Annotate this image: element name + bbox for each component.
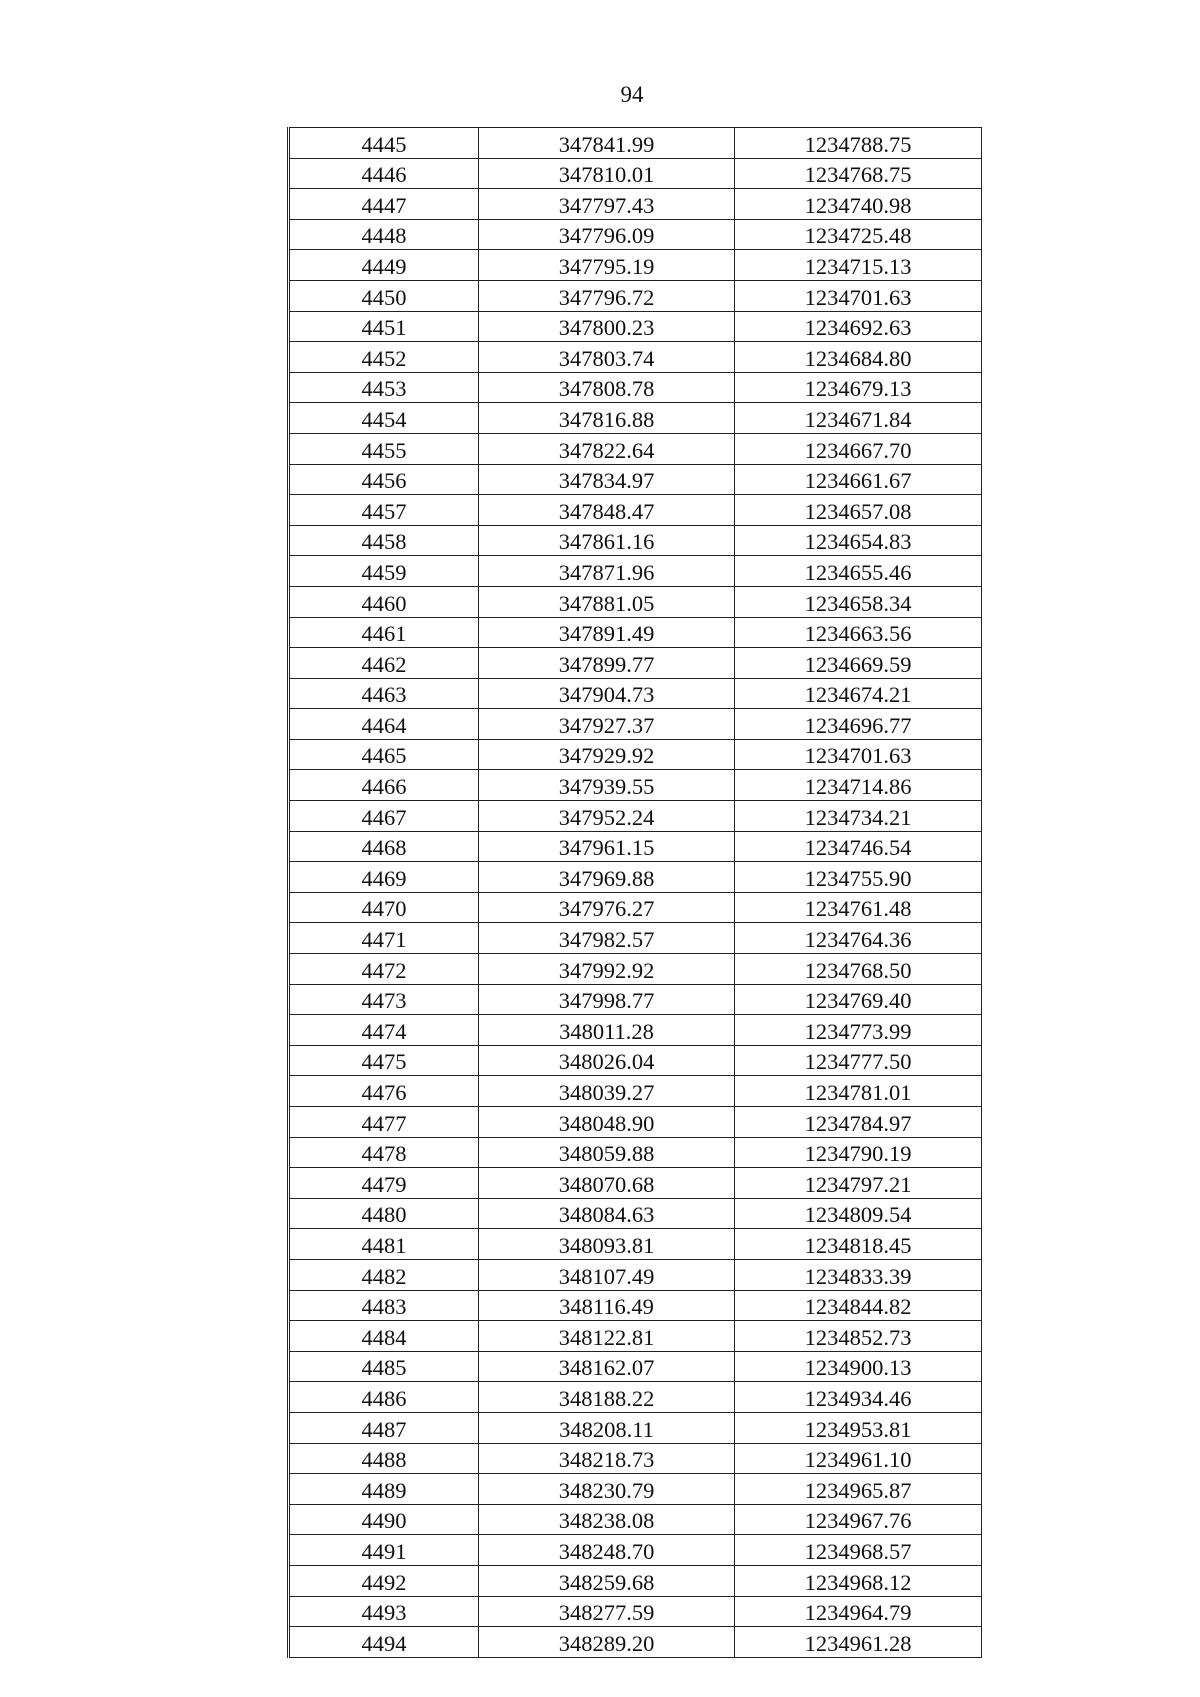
table-row <box>289 1565 982 1596</box>
x-coordinate-cell: 347992.92 <box>479 954 735 985</box>
point-number-cell: 4446 <box>289 158 479 189</box>
point-number-cell: 4460 <box>289 586 479 617</box>
y-coordinate-cell: 1234761.48 <box>735 892 982 923</box>
point-number-cell: 4472 <box>289 954 479 985</box>
table-row <box>289 1290 982 1321</box>
point-number-cell: 4490 <box>289 1504 479 1535</box>
point-number-cell: 4489 <box>289 1474 479 1505</box>
y-coordinate-cell: 1234777.50 <box>735 1045 982 1076</box>
table-row <box>289 586 982 617</box>
y-coordinate-cell: 1234755.90 <box>735 862 982 893</box>
y-coordinate-cell: 1234852.73 <box>735 1321 982 1352</box>
table-row <box>289 311 982 342</box>
y-coordinate-cell: 1234797.21 <box>735 1168 982 1199</box>
table-row <box>289 923 982 954</box>
table-row <box>289 372 982 403</box>
point-number-cell: 4454 <box>289 403 479 434</box>
point-number-cell: 4455 <box>289 433 479 464</box>
x-coordinate-cell: 347871.96 <box>479 556 735 587</box>
table-row <box>289 495 982 526</box>
point-number-cell: 4484 <box>289 1321 479 1352</box>
table-row <box>289 403 982 434</box>
y-coordinate-cell: 1234684.80 <box>735 342 982 373</box>
y-coordinate-cell: 1234953.81 <box>735 1412 982 1443</box>
y-coordinate-cell: 1234674.21 <box>735 678 982 709</box>
point-number-cell: 4470 <box>289 892 479 923</box>
point-number-cell: 4449 <box>289 250 479 281</box>
x-coordinate-cell: 347810.01 <box>479 158 735 189</box>
table-row <box>289 342 982 373</box>
x-coordinate-cell: 347976.27 <box>479 892 735 923</box>
point-number-cell: 4492 <box>289 1565 479 1596</box>
y-coordinate-cell: 1234818.45 <box>735 1229 982 1260</box>
y-coordinate-cell: 1234781.01 <box>735 1076 982 1107</box>
y-coordinate-cell: 1234658.34 <box>735 586 982 617</box>
x-coordinate-cell: 348026.04 <box>479 1045 735 1076</box>
coordinate-table <box>287 127 982 1658</box>
point-number-cell: 4450 <box>289 280 479 311</box>
x-coordinate-cell: 347800.23 <box>479 311 735 342</box>
x-coordinate-cell: 347927.37 <box>479 709 735 740</box>
y-coordinate-cell: 1234671.84 <box>735 403 982 434</box>
x-coordinate-cell: 347803.74 <box>479 342 735 373</box>
point-number-cell: 4462 <box>289 648 479 679</box>
y-coordinate-cell: 1234654.83 <box>735 525 982 556</box>
table-row <box>289 1137 982 1168</box>
y-coordinate-cell: 1234669.59 <box>735 648 982 679</box>
x-coordinate-cell: 348289.20 <box>479 1627 735 1658</box>
point-number-cell: 4481 <box>289 1229 479 1260</box>
table-row <box>289 617 982 648</box>
table-row <box>289 464 982 495</box>
point-number-cell: 4477 <box>289 1107 479 1138</box>
y-coordinate-cell: 1234968.57 <box>735 1535 982 1566</box>
point-number-cell: 4445 <box>289 128 479 159</box>
point-number-cell: 4467 <box>289 801 479 832</box>
y-coordinate-cell: 1234784.97 <box>735 1107 982 1138</box>
table-row <box>289 128 982 159</box>
x-coordinate-cell: 348048.90 <box>479 1107 735 1138</box>
y-coordinate-cell: 1234773.99 <box>735 1015 982 1046</box>
table-row <box>289 556 982 587</box>
x-coordinate-cell: 347795.19 <box>479 250 735 281</box>
x-coordinate-cell: 348277.59 <box>479 1596 735 1627</box>
y-coordinate-cell: 1234961.28 <box>735 1627 982 1658</box>
point-number-cell: 4471 <box>289 923 479 954</box>
x-coordinate-cell: 347982.57 <box>479 923 735 954</box>
y-coordinate-cell: 1234769.40 <box>735 984 982 1015</box>
table-row <box>289 525 982 556</box>
table-row <box>289 1168 982 1199</box>
table-row <box>289 1351 982 1382</box>
x-coordinate-cell: 348059.88 <box>479 1137 735 1168</box>
point-number-cell: 4475 <box>289 1045 479 1076</box>
x-coordinate-cell: 348116.49 <box>479 1290 735 1321</box>
table-row <box>289 648 982 679</box>
x-coordinate-cell: 348093.81 <box>479 1229 735 1260</box>
y-coordinate-cell: 1234809.54 <box>735 1198 982 1229</box>
point-number-cell: 4473 <box>289 984 479 1015</box>
point-number-cell: 4463 <box>289 678 479 709</box>
point-number-cell: 4451 <box>289 311 479 342</box>
x-coordinate-cell: 347861.16 <box>479 525 735 556</box>
x-coordinate-cell: 347822.64 <box>479 433 735 464</box>
coordinate-table-body <box>289 128 982 1658</box>
point-number-cell: 4458 <box>289 525 479 556</box>
table-row <box>289 1321 982 1352</box>
y-coordinate-cell: 1234667.70 <box>735 433 982 464</box>
x-coordinate-cell: 348238.08 <box>479 1504 735 1535</box>
x-coordinate-cell: 347797.43 <box>479 189 735 220</box>
y-coordinate-cell: 1234701.63 <box>735 280 982 311</box>
y-coordinate-cell: 1234696.77 <box>735 709 982 740</box>
point-number-cell: 4476 <box>289 1076 479 1107</box>
x-coordinate-cell: 348248.70 <box>479 1535 735 1566</box>
x-coordinate-cell: 348084.63 <box>479 1198 735 1229</box>
table-row <box>289 189 982 220</box>
y-coordinate-cell: 1234692.63 <box>735 311 982 342</box>
y-coordinate-cell: 1234661.67 <box>735 464 982 495</box>
x-coordinate-cell: 348218.73 <box>479 1443 735 1474</box>
table-row <box>289 1259 982 1290</box>
y-coordinate-cell: 1234768.50 <box>735 954 982 985</box>
table-row <box>289 1076 982 1107</box>
table-row <box>289 1198 982 1229</box>
x-coordinate-cell: 347891.49 <box>479 617 735 648</box>
y-coordinate-cell: 1234964.79 <box>735 1596 982 1627</box>
x-coordinate-cell: 347841.99 <box>479 128 735 159</box>
point-number-cell: 4474 <box>289 1015 479 1046</box>
table-row <box>289 250 982 281</box>
table-row <box>289 1443 982 1474</box>
point-number-cell: 4487 <box>289 1412 479 1443</box>
table-row <box>289 709 982 740</box>
point-number-cell: 4465 <box>289 739 479 770</box>
x-coordinate-cell: 347929.92 <box>479 739 735 770</box>
y-coordinate-cell: 1234900.13 <box>735 1351 982 1382</box>
point-number-cell: 4466 <box>289 770 479 801</box>
x-coordinate-cell: 347834.97 <box>479 464 735 495</box>
table-row <box>289 739 982 770</box>
y-coordinate-cell: 1234714.86 <box>735 770 982 801</box>
y-coordinate-cell: 1234764.36 <box>735 923 982 954</box>
x-coordinate-cell: 348162.07 <box>479 1351 735 1382</box>
table-row <box>289 831 982 862</box>
x-coordinate-cell: 347808.78 <box>479 372 735 403</box>
y-coordinate-cell: 1234746.54 <box>735 831 982 862</box>
y-coordinate-cell: 1234968.12 <box>735 1565 982 1596</box>
x-coordinate-cell: 347998.77 <box>479 984 735 1015</box>
x-coordinate-cell: 347969.88 <box>479 862 735 893</box>
point-number-cell: 4485 <box>289 1351 479 1382</box>
y-coordinate-cell: 1234967.76 <box>735 1504 982 1535</box>
table-row <box>289 1535 982 1566</box>
x-coordinate-cell: 347848.47 <box>479 495 735 526</box>
y-coordinate-cell: 1234655.46 <box>735 556 982 587</box>
y-coordinate-cell: 1234679.13 <box>735 372 982 403</box>
point-number-cell: 4468 <box>289 831 479 862</box>
point-number-cell: 4479 <box>289 1168 479 1199</box>
point-number-cell: 4464 <box>289 709 479 740</box>
table-row <box>289 1504 982 1535</box>
point-number-cell: 4448 <box>289 219 479 250</box>
table-row <box>289 892 982 923</box>
table-row <box>289 219 982 250</box>
y-coordinate-cell: 1234768.75 <box>735 158 982 189</box>
point-number-cell: 4480 <box>289 1198 479 1229</box>
point-number-cell: 4482 <box>289 1259 479 1290</box>
table-row <box>289 1412 982 1443</box>
x-coordinate-cell: 347904.73 <box>479 678 735 709</box>
x-coordinate-cell: 348208.11 <box>479 1412 735 1443</box>
x-coordinate-cell: 347816.88 <box>479 403 735 434</box>
table-row <box>289 1015 982 1046</box>
table-row <box>289 1107 982 1138</box>
table-row <box>289 433 982 464</box>
y-coordinate-cell: 1234701.63 <box>735 739 982 770</box>
x-coordinate-cell: 347796.09 <box>479 219 735 250</box>
x-coordinate-cell: 348107.49 <box>479 1259 735 1290</box>
x-coordinate-cell: 347939.55 <box>479 770 735 801</box>
table-row <box>289 1596 982 1627</box>
x-coordinate-cell: 347899.77 <box>479 648 735 679</box>
point-number-cell: 4457 <box>289 495 479 526</box>
point-number-cell: 4493 <box>289 1596 479 1627</box>
point-number-cell: 4488 <box>289 1443 479 1474</box>
point-number-cell: 4453 <box>289 372 479 403</box>
y-coordinate-cell: 1234715.13 <box>735 250 982 281</box>
y-coordinate-cell: 1234790.19 <box>735 1137 982 1168</box>
table-row <box>289 280 982 311</box>
x-coordinate-cell: 347961.15 <box>479 831 735 862</box>
y-coordinate-cell: 1234833.39 <box>735 1259 982 1290</box>
table-row <box>289 801 982 832</box>
point-number-cell: 4447 <box>289 189 479 220</box>
point-number-cell: 4483 <box>289 1290 479 1321</box>
x-coordinate-cell: 347796.72 <box>479 280 735 311</box>
x-coordinate-cell: 348039.27 <box>479 1076 735 1107</box>
y-coordinate-cell: 1234734.21 <box>735 801 982 832</box>
x-coordinate-cell: 347881.05 <box>479 586 735 617</box>
table-row <box>289 984 982 1015</box>
point-number-cell: 4486 <box>289 1382 479 1413</box>
point-number-cell: 4491 <box>289 1535 479 1566</box>
table-row <box>289 770 982 801</box>
x-coordinate-cell: 347952.24 <box>479 801 735 832</box>
point-number-cell: 4494 <box>289 1627 479 1658</box>
x-coordinate-cell: 348070.68 <box>479 1168 735 1199</box>
point-number-cell: 4461 <box>289 617 479 648</box>
point-number-cell: 4459 <box>289 556 479 587</box>
y-coordinate-cell: 1234961.10 <box>735 1443 982 1474</box>
table-row <box>289 1045 982 1076</box>
table-row <box>289 1474 982 1505</box>
y-coordinate-cell: 1234788.75 <box>735 128 982 159</box>
x-coordinate-cell: 348230.79 <box>479 1474 735 1505</box>
table-row <box>289 158 982 189</box>
page-number: 94 <box>620 82 644 107</box>
point-number-cell: 4469 <box>289 862 479 893</box>
table-row <box>289 678 982 709</box>
y-coordinate-cell: 1234663.56 <box>735 617 982 648</box>
y-coordinate-cell: 1234740.98 <box>735 189 982 220</box>
x-coordinate-cell: 348188.22 <box>479 1382 735 1413</box>
table-row <box>289 862 982 893</box>
point-number-cell: 4478 <box>289 1137 479 1168</box>
table-row <box>289 1229 982 1260</box>
y-coordinate-cell: 1234844.82 <box>735 1290 982 1321</box>
table-row <box>289 954 982 985</box>
y-coordinate-cell: 1234657.08 <box>735 495 982 526</box>
point-number-cell: 4456 <box>289 464 479 495</box>
x-coordinate-cell: 348259.68 <box>479 1565 735 1596</box>
x-coordinate-cell: 348011.28 <box>479 1015 735 1046</box>
y-coordinate-cell: 1234965.87 <box>735 1474 982 1505</box>
table-row <box>289 1382 982 1413</box>
y-coordinate-cell: 1234934.46 <box>735 1382 982 1413</box>
y-coordinate-cell: 1234725.48 <box>735 219 982 250</box>
point-number-cell: 4452 <box>289 342 479 373</box>
table-row <box>289 1627 982 1658</box>
x-coordinate-cell: 348122.81 <box>479 1321 735 1352</box>
